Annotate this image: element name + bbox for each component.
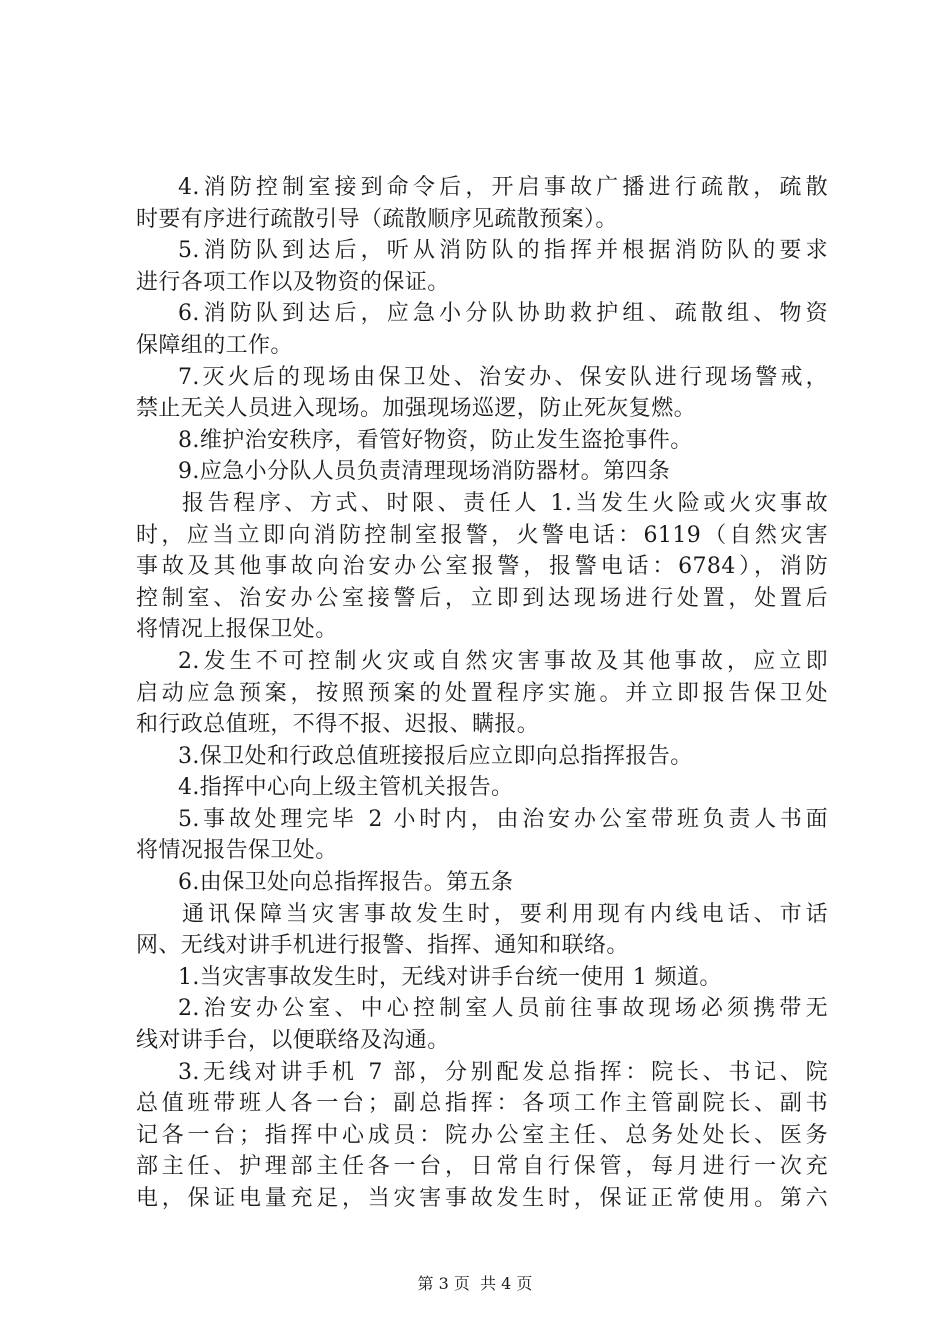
document-line: 3.无线对讲手机 7 部，分别配发总指挥：院长、书记、院 (178, 1059, 828, 1085)
document-line: 启动应急预案，按照预案的处置程序实施。并立即报告保卫处 (136, 680, 828, 706)
document-line: 将情况上报保卫处。 (136, 617, 338, 643)
document-line: 网、无线对讲手机进行报警、指挥、通知和联络。 (136, 933, 629, 959)
document-line: 事故及其他事故向治安办公室报警，报警电话：6784），消防 (136, 554, 828, 580)
document-line: 6.由保卫处向总指挥报告。第五条 (178, 870, 514, 896)
document-line: 保障组的工作。 (136, 332, 293, 358)
document-line: 总值班带班人各一台；副总指挥：各项工作主管副院长、副书 (136, 1091, 828, 1117)
document-line: 线对讲手台，以便联络及沟通。 (136, 1028, 450, 1054)
document-line: 和行政总值班，不得不报、迟报、瞒报。 (136, 712, 540, 738)
document-body (136, 172, 828, 1215)
document-line: 时要有序进行疏散引导（疏散顺序见疏散预案）。 (136, 206, 618, 232)
document-line: 4.消防控制室接到命令后，开启事故广播进行疏散，疏散 (178, 175, 828, 200)
document-line: 记各一台；指挥中心成员：院办公室主任、总务处处长、医务 (136, 1122, 828, 1148)
document-line: 5.消防队到达后，听从消防队的指挥并根据消防队的要求 (178, 238, 828, 264)
document-line: 9.应急小分队人员负责清理现场消防器材。第四条 (178, 459, 671, 485)
document-line: 5.事故处理完毕 2 小时内，由治安办公室带班负责人书面 (178, 806, 828, 832)
document-line: 报告程序、方式、时限、责任人 1.当发生火险或火灾事故 (182, 490, 828, 516)
page-footer: 第 3 页 共 4 页 (417, 1274, 533, 1293)
document-line: 2.发生不可控制火灾或自然灾害事故及其他事故，应立即 (178, 648, 828, 674)
document-line: 将情况报告保卫处。 (136, 838, 338, 864)
document-line: 7.灭火后的现场由保卫处、治安办、保安队进行现场警戒， (178, 364, 828, 390)
document-line: 通讯保障当灾害事故发生时，要利用现有内线电话、市话 (182, 901, 828, 927)
document-line: 3.保卫处和行政总值班接报后应立即向总指挥报告。 (178, 743, 693, 769)
document-line: 禁止无关人员进入现场。加强现场巡逻，防止死灰复燃。 (136, 396, 697, 422)
document-line: 2.治安办公室、中心控制室人员前往事故现场必须携带无 (178, 996, 828, 1022)
document-line: 电，保证电量充足，当灾害事故发生时，保证正常使用。第六 (136, 1186, 828, 1211)
document-line: 控制室、治安办公室接警后，立即到达现场进行处置，处置后 (136, 585, 828, 611)
document-line: 时，应当立即向消防控制室报警，火警电话：6119（自然灾害 (136, 522, 828, 548)
document-line: 6.消防队到达后，应急小分队协助救护组、疏散组、物资 (178, 301, 828, 327)
document-line: 进行各项工作以及物资的保证。 (136, 269, 450, 295)
document-line: 8.维护治安秩序，看管好物资，防止发生盗抢事件。 (178, 427, 693, 453)
document-line: 1.当灾害事故发生时，无线对讲手台统一使用 1 频道。 (178, 964, 722, 990)
document-line: 4.指挥中心向上级主管机关报告。 (178, 775, 514, 801)
document-line: 部主任、护理部主任各一台，日常自行保管，每月进行一次充 (136, 1154, 828, 1180)
